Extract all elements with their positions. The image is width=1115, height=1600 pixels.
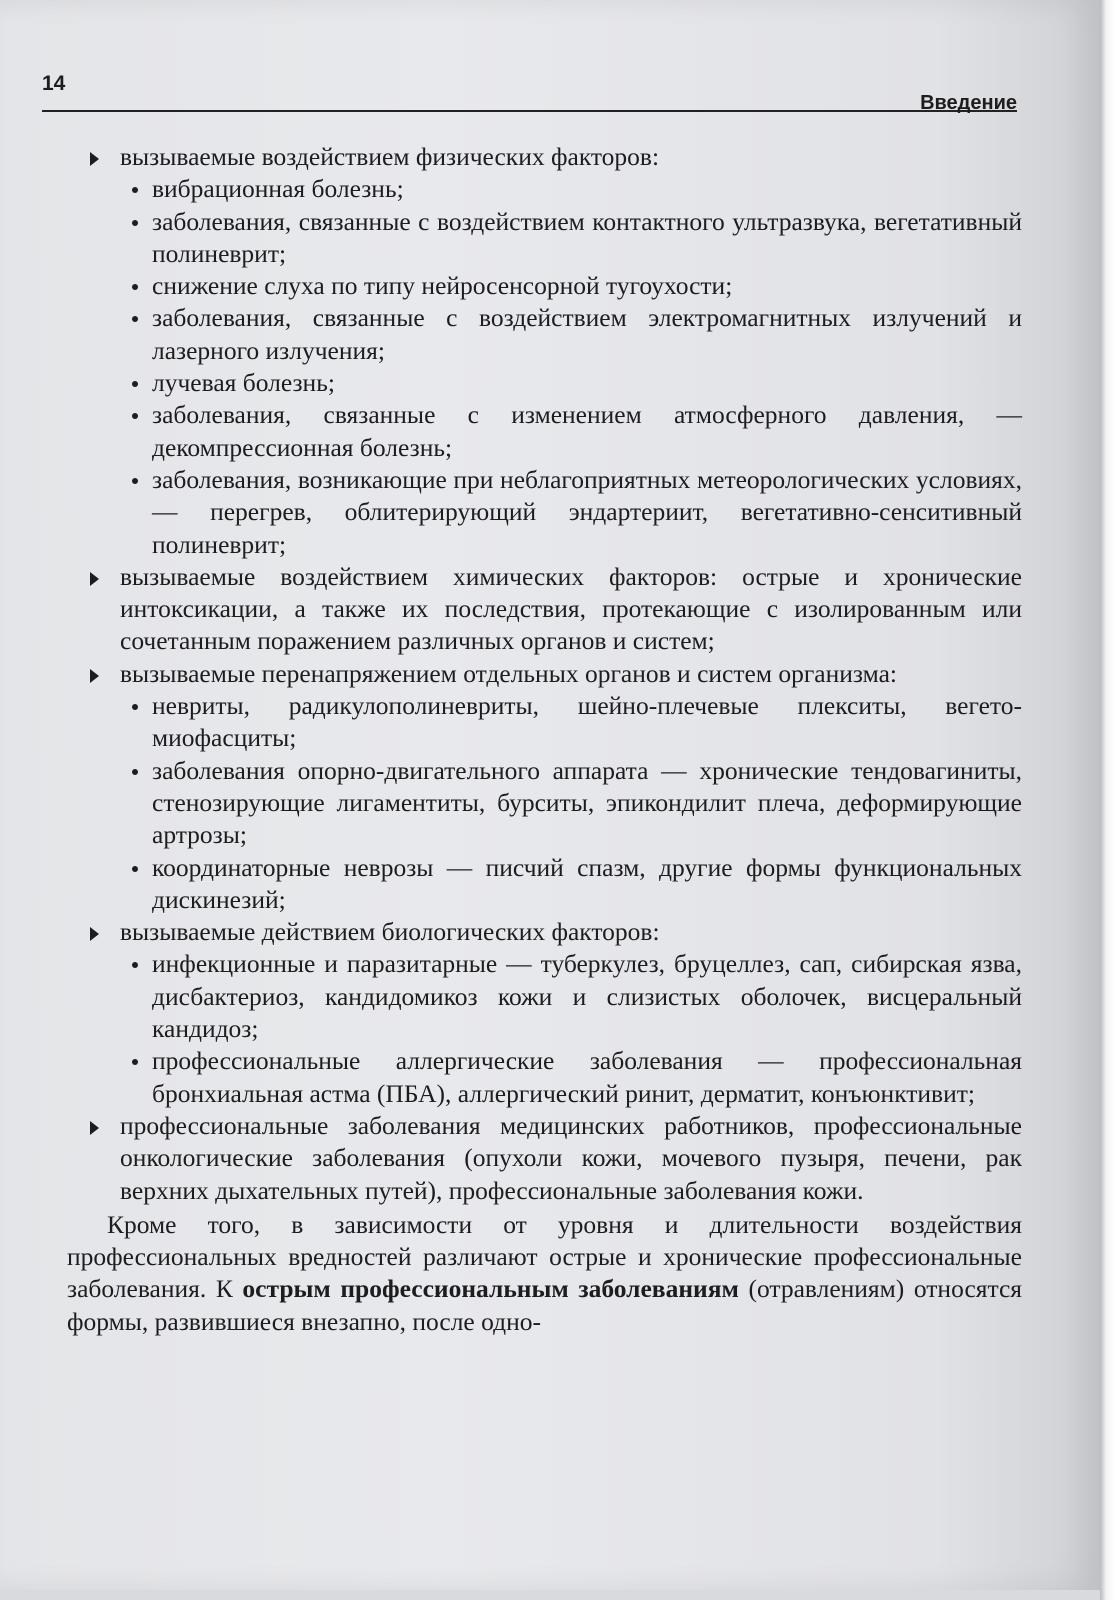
list-item: [152, 270, 1022, 302]
list-item: [152, 367, 1022, 399]
list-item-text: невриты, радикулополиневриты, шейно-плечевые плекситы, вегетомиофасциты;: [152, 691, 1022, 753]
arrow-bullet-icon: [90, 152, 99, 166]
sub-list: [120, 173, 1022, 561]
list-item: [152, 948, 1022, 1045]
list-item: [152, 302, 1022, 367]
dot-bullet-icon: [132, 284, 138, 290]
list-item-text: профессиональные аллергические заболевания — профессиональная бронхиальная астма (ПБА), аллергический ринит, дерматит, конъюнктивит;: [152, 1046, 1022, 1108]
list-group: [72, 561, 1022, 658]
list-item-text: заболевания, связанные с изменением атмосферного давления, — декомпрессионная болезнь;: [152, 400, 1022, 462]
list-group-heading: профессиональные заболевания медицинских работников, профессиональные онкологические заболевания (опухоли кожи, мочевого пузыря, печени, рак верхних дыхательных путей), профессиональные заболевания кожи.: [120, 1110, 1022, 1205]
list-item: [152, 1045, 1022, 1110]
list-item: [152, 755, 1022, 852]
list-item-text: заболевания, связанные с воздействием контактного ультразвука, вегетативный полиневрит;: [152, 206, 1022, 268]
list-group-heading: вызываемые действием биологических факторов:: [120, 917, 660, 947]
list-group-heading: вызываемые перенапряжением отдельных органов и систем организма:: [120, 658, 897, 688]
dot-bullet-icon: [132, 381, 138, 387]
dot-bullet-icon: [132, 1059, 138, 1065]
page-number: 14: [42, 72, 66, 95]
list-item-text: заболевания опорно-двигательного аппарата — хронические тендовагиниты, стенозирующие лигаментиты, бурситы, эпикондилит плеча, деформирующие артрозы;: [152, 755, 1022, 850]
closing-bold-term: острым профессиональным заболеваниям: [242, 1274, 739, 1304]
list-item-text: лучевая болезнь;: [152, 368, 335, 398]
dot-bullet-icon: [132, 866, 138, 872]
list-item-text: заболевания, возникающие при неблагоприятных метеорологических условиях, — перегрев, облитерирующий эндартериит, вегетативно-сенситивный полиневрит;: [152, 464, 1022, 559]
list-item: [152, 399, 1022, 464]
list-group: [72, 1110, 1022, 1207]
dot-bullet-icon: [132, 769, 138, 775]
dot-bullet-icon: [132, 478, 138, 484]
sub-list: [120, 690, 1022, 916]
arrow-bullet-icon: [90, 927, 99, 941]
list-item-text: вибрационная болезнь;: [152, 174, 404, 204]
disease-list: [72, 141, 1022, 1207]
page-header: [42, 70, 1017, 112]
list-group-heading: вызываемые воздействием физических факторов:: [120, 142, 660, 171]
list-item: [152, 690, 1022, 755]
closing-text-end: (отравлениям) относятся формы, развившиеся внезапно, после одно-: [67, 1274, 1023, 1336]
list-item: [152, 852, 1022, 917]
arrow-bullet-icon: [90, 669, 99, 683]
page-body: [67, 141, 1023, 1338]
list-group: [72, 141, 1022, 561]
list-group: [72, 658, 1022, 916]
sub-list: [120, 948, 1022, 1109]
dot-bullet-icon: [132, 962, 138, 968]
closing-paragraph: [67, 1209, 1022, 1338]
list-item: [152, 206, 1022, 271]
list-group: [72, 916, 1022, 1110]
list-item: [152, 173, 1022, 205]
running-head: Введение: [920, 92, 1017, 114]
list-group-heading: вызываемые воздействием химических факторов: острые и хронические интоксикации, а также их последствия, протекающие с изолированным или сочетанным поражением различных органов и систем;: [120, 561, 1022, 656]
dot-bullet-icon: [132, 704, 138, 710]
page-edge: [1100, 0, 1115, 1600]
dot-bullet-icon: [132, 316, 138, 322]
arrow-bullet-icon: [90, 572, 99, 586]
dot-bullet-icon: [132, 220, 138, 226]
list-item-text: заболевания, связанные с воздействием электромагнитных излучений и лазерного излучения;: [152, 303, 1022, 365]
dot-bullet-icon: [132, 413, 138, 419]
list-item: [152, 464, 1022, 561]
list-item-text: координаторные неврозы — писчий спазм, другие формы функциональных дискинезий;: [152, 852, 1022, 914]
closing-text-start: Кроме того, в зависимости от уровня и длительности воздействия профессиональных вредностей различают острые и хронические профессиональные заболевания. К: [67, 1209, 1022, 1304]
arrow-bullet-icon: [90, 1121, 99, 1135]
dot-bullet-icon: [132, 187, 138, 193]
list-item-text: инфекционные и паразитарные — туберкулез, бруцеллез, сап, сибирская язва, дисбактериоз, кандидомикоз кожи и слизистых оболочек, висцеральный кандидоз;: [152, 949, 1022, 1044]
list-item-text: снижение слуха по типу нейросенсорной тугоухости;: [152, 271, 733, 301]
